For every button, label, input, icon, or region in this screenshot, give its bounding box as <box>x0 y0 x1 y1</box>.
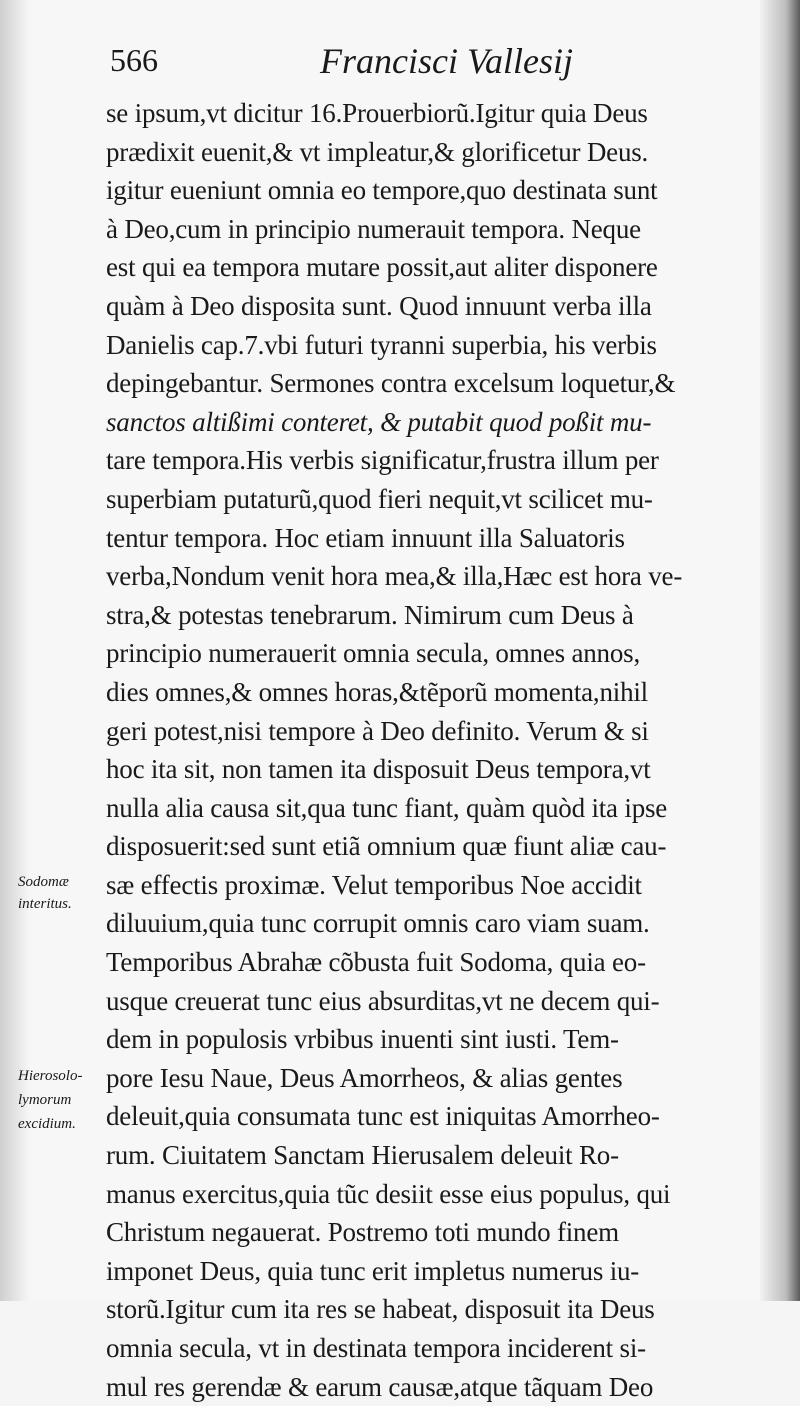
text-line: stra,& potestas tenebrarum. Nimirum cum Deus à <box>106 599 634 630</box>
text-line: quàm à Deo disposita sunt. Quod innuunt verba illa <box>106 290 652 321</box>
text-line: igitur eueniunt omnia eo tempore,quo destinata sunt <box>106 175 658 206</box>
margin-note-interitus: interitus. <box>18 896 72 912</box>
text-line: hoc ita sit, non tamen ita disposuit Deus tempora,vt <box>106 754 651 785</box>
page-number: 566 <box>110 42 158 78</box>
text-line: à Deo,cum in principio numerauit tempora. Neque <box>106 213 641 244</box>
text-line: tare tempora.His verbis significatur,frustra illum per <box>106 445 659 476</box>
running-head: Francisci Vallesij <box>320 41 573 81</box>
text-line: tentur tempora. Hoc etiam innuunt illa Saluatoris <box>106 522 625 553</box>
text-line: geri potest,nisi tempore à Deo definito. Verum & si <box>106 715 649 746</box>
text-line: manus exercitus,quia tũc desiit esse eius populus, qui <box>106 1178 671 1209</box>
text-line: est qui ea tempora mutare possit,aut aliter disponere <box>106 252 658 283</box>
text-line: rum. Ciuitatem Sanctam Hierusalem deleuit Ro- <box>106 1140 619 1171</box>
text-line: omnia secula, vt in destinata tempora inciderent si- <box>106 1333 646 1363</box>
margin-note-hierosolo: Hierosolo- <box>18 1068 83 1084</box>
text-line: storũ.Igitur cum ita res se habeat, disposuit ita Deus <box>106 1294 655 1325</box>
body-text <box>106 94 766 1406</box>
text-line: usque creuerat tunc eius absurditas,vt ne decem qui- <box>106 985 660 1016</box>
text-line: depingebantur. Sermones contra excelsum loquetur,& <box>106 368 676 399</box>
text-line: nulla alia causa sit,qua tunc fiant, quàm quòd ita ipse <box>106 792 668 823</box>
text-line-italic: sanctos altißimi conteret, & putabit quod poßit mu- <box>106 406 652 437</box>
page-gutter-shadow <box>760 0 800 1301</box>
text-line: prædixit euenit,& vt impleatur,& glorificetur Deus. <box>106 136 649 167</box>
text-line: principio numerauerit omnia secula, omnes annos, <box>106 638 640 669</box>
text-line: mul res gerendæ & earum causæ,atque tãquam Deo <box>106 1371 654 1402</box>
text-line: sæ effectis proximæ. Velut temporibus Noe accidit <box>106 869 642 900</box>
text-line: dem in populosis vrbibus inuenti sint iusti. Tem- <box>106 1024 619 1055</box>
page-header <box>110 38 750 86</box>
text-line: imponet Deus, quia tunc erit impletus numerus iu- <box>106 1255 640 1286</box>
margin-note-lymorum: lymorum <box>18 1092 72 1108</box>
text-line: se ipsum,vt dicitur 16.Prouerbiorũ.Igitur quia Deus <box>106 98 648 128</box>
text-line: disposuerit:sed sunt etiã omnium quæ fiunt aliæ cau- <box>106 831 667 862</box>
margin-note-sodomae: Sodomæ <box>18 874 69 890</box>
text-line: deleuit,quia consumata tunc est iniquitas Amorrheo- <box>106 1101 660 1132</box>
text-line: diluuium,quia tunc corrupit omnis caro viam suam. <box>106 908 650 939</box>
text-line: dies omnes,& omnes horas,&tẽporũ momenta,nihil <box>106 676 648 707</box>
text-line: pore Iesu Naue, Deus Amorrheos, & alias gentes <box>106 1062 623 1093</box>
text-line: Temporibus Abrahæ cõbusta fuit Sodoma, quia eo- <box>106 947 646 978</box>
text-line: Danielis cap.7.vbi futuri tyranni superbia, his verbis <box>106 329 657 360</box>
text-line: Christum negauerat. Postremo toti mundo finem <box>106 1217 619 1248</box>
text-line: superbiam putaturũ,quod fieri nequit,vt scilicet mu- <box>106 483 653 514</box>
margin-note-excidium: excidium. <box>18 1116 76 1132</box>
text-line: verba,Nondum venit hora mea,& illa,Hæc est hora ve- <box>106 561 683 592</box>
